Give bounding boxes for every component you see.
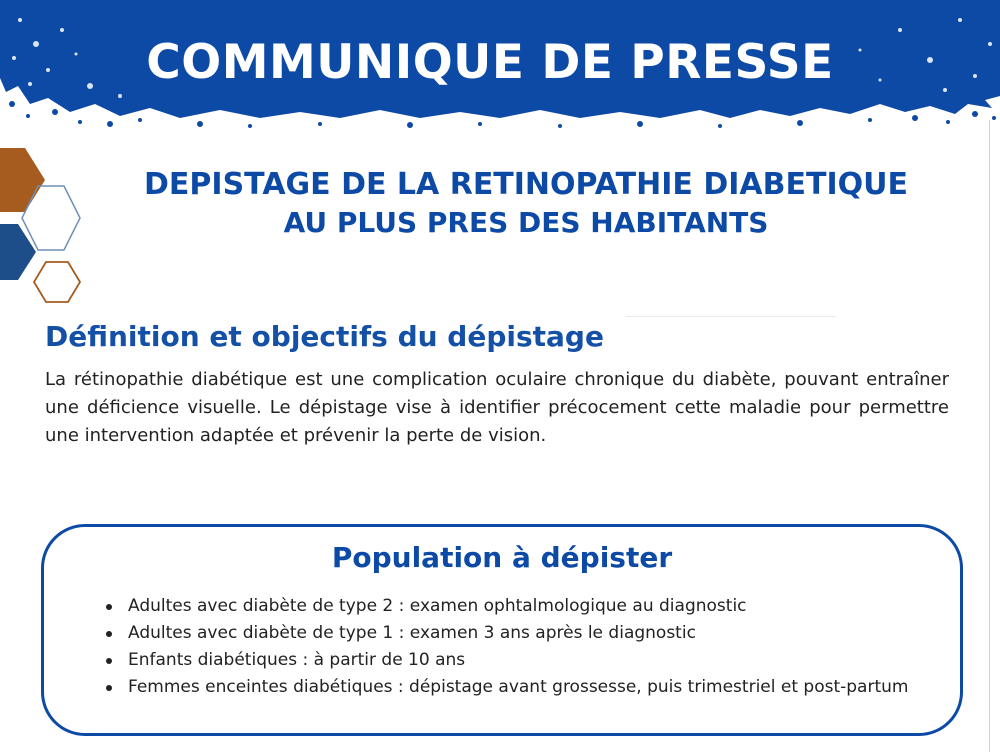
page-edge-line — [989, 120, 990, 752]
headline-line-2: AU PLUS PRES DES HABITANTS — [283, 206, 769, 239]
population-box — [41, 524, 963, 736]
list-item: Adultes avec diabète de type 1 : examen 3 ans après le diagnostic — [128, 620, 908, 647]
definition-heading: Définition et objectifs du dépistage — [45, 320, 604, 353]
headline-line-1: DEPISTAGE DE LA RETINOPATHIE DIABETIQUE — [144, 167, 908, 202]
hexagon-cluster-icon — [0, 140, 90, 315]
press-release-banner — [0, 0, 1000, 132]
list-item: Femmes enceintes diabétiques : dépistage avant grossesse, puis trimestriel et post-partum — [128, 674, 908, 701]
population-title: Population à dépister — [331, 541, 673, 574]
list-item: Adultes avec diabète de type 2 : examen ophtalmologique au diagnostic — [128, 593, 908, 620]
population-list — [84, 593, 908, 701]
banner-title: COMMUNIQUE DE PRESSE — [146, 34, 834, 90]
definition-paragraph: La rétinopathie diabétique est une complication oculaire chronique du diabète, pouvant entraîner une déficience visuelle. Le dépistage vise à identifier précocement cette maladie pour permettre une intervention adaptée et prévenir la perte de vision. — [45, 369, 949, 446]
divider — [626, 316, 836, 317]
list-item: Enfants diabétiques : à partir de 10 ans — [128, 647, 908, 674]
page-title — [130, 166, 922, 242]
